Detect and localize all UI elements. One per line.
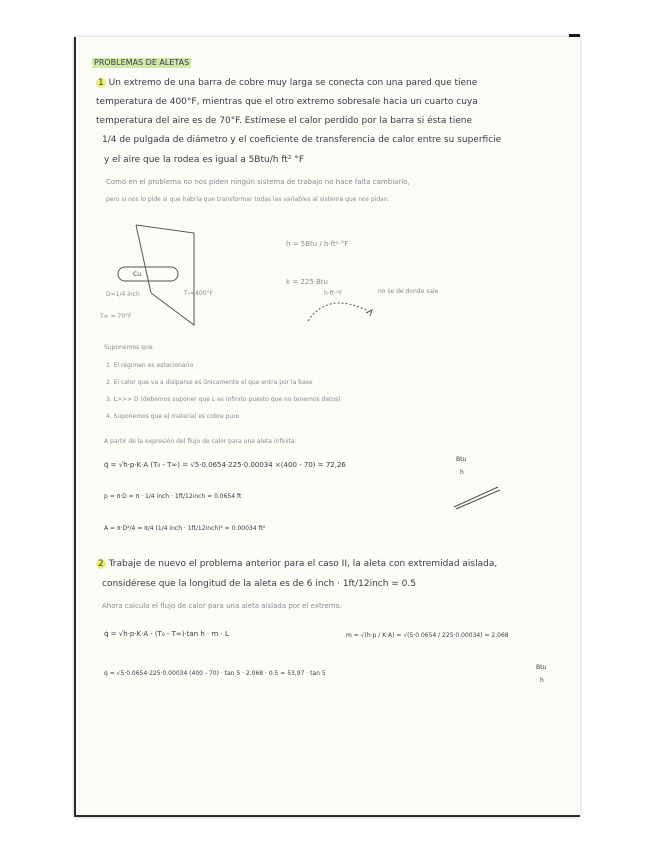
expression-title: A partir de la expresión del flujo de calor para una aleta infinita: [104,438,297,445]
diagram-base-temp-label: T₀=400°F [184,290,214,297]
equation-perimeter: p = π·D = π · 1/4 inch · 1ft/12inch = 0.0654 ft [104,493,242,500]
equation-1-unit-denominator: h [460,469,464,476]
problem-1-line-1: 1 Un extremo de una barra de cobre muy larga se conecta con una pared que tiene [98,78,478,88]
equation-heat-flow-infinite: q̇ = √h·p·K·A (T₀ - T∞) = √5·0.0654·225·0.00034 ×(400 - 70) = 72,26 [104,461,346,469]
diagram-ambient-temp-label: T∞ = 70°F [100,313,132,320]
diagram-diameter-label: D=1/4 inch [106,291,140,298]
notebook-page [74,37,580,817]
equation-6-unit-denominator: h [540,677,544,684]
assumption-4: 4. Suponemos que el material es cobre puro [106,413,240,420]
problem-1-line-4: 1/4 de pulgada de diámetro y el coeficiente de transferencia de calor entre su superficie [102,135,502,145]
problem-1-line-5: y el aire que la rodea es igual a 5Btu/h ft² °F [104,155,304,165]
equation-area: A = π·D²/4 = π/4 (1/4 inch · 1ft/12inch)² = 0.00034 ft² [104,525,266,532]
equation-1-unit-numerator: Btu [456,456,467,463]
page-title: PROBLEMAS DE ALETAS [94,58,190,67]
assumptions-title: Suponemos que: [104,344,155,351]
given-h: h = 5Btu / h·ft²·°F [286,240,349,248]
problem-1-line-3: temperatura del aire es de 70°F. Estímese el calor perdido por la barra si ésta tiene [96,116,473,126]
assumption-3: 3. L>>> D (debemos suponer que L es infinito puesto que no tenemos datos) [106,396,341,403]
emphasis-strokes [452,481,502,511]
assumption-1: 1. El régimen es estacionario [106,362,194,369]
problem-2-line-2: considérese que la longitud de la aleta es de 6 inch · 1ft/12inch = 0.5 [102,579,416,589]
problem-number-1: 1 [98,78,104,88]
given-k-denominator: h·ft·°F [324,290,343,297]
k-source-note: no se de donde sale [378,288,439,295]
diagram-cu-label: Cu [133,271,141,278]
equation-heat-flow-insulated: q̇ = √h·p·K·A · (T₀ - T∞)·tan h · m · L [104,630,229,638]
note-line-2: pero si nos lo pide si que habría que transformar todas las variables al sistema que nos pidan. [106,196,390,203]
problem-number-2: 2 [98,559,104,569]
equation-6-unit-numerator: Btu [536,664,547,671]
given-k-numerator: k = 225 Btu [286,278,328,286]
equation-heat-flow-result: q̇ = √5·0.0654·225·0.00034 (400 - 70) · tan 5 · 2.068 · 0.5 = 53,97 · tan 5 [104,670,326,677]
problem-2-line-1: 2 Trabaje de nuevo el problema anterior para el caso II, la aleta con extremidad aislada, [98,559,498,569]
note-line-1: Como en el problema no nos piden ningún sistema de trabajo no hace falta cambiarlo, [106,178,410,186]
problem-2-line-3: Ahora calculo el flujo de calor para una aleta aislada por el extremo. [102,602,342,610]
problem-1-line-2: temperatura de 400°F, mientras que el otro extremo sobresale hacia un cuarto cuya [96,97,478,107]
equation-m: m = √(h·p / K·A) = √(5·0.0654 / 225·0.00034) = 2.068 [346,632,509,639]
assumption-2: 2. El calor que va a disiparse es únicamente el que entra por la base [106,379,313,386]
